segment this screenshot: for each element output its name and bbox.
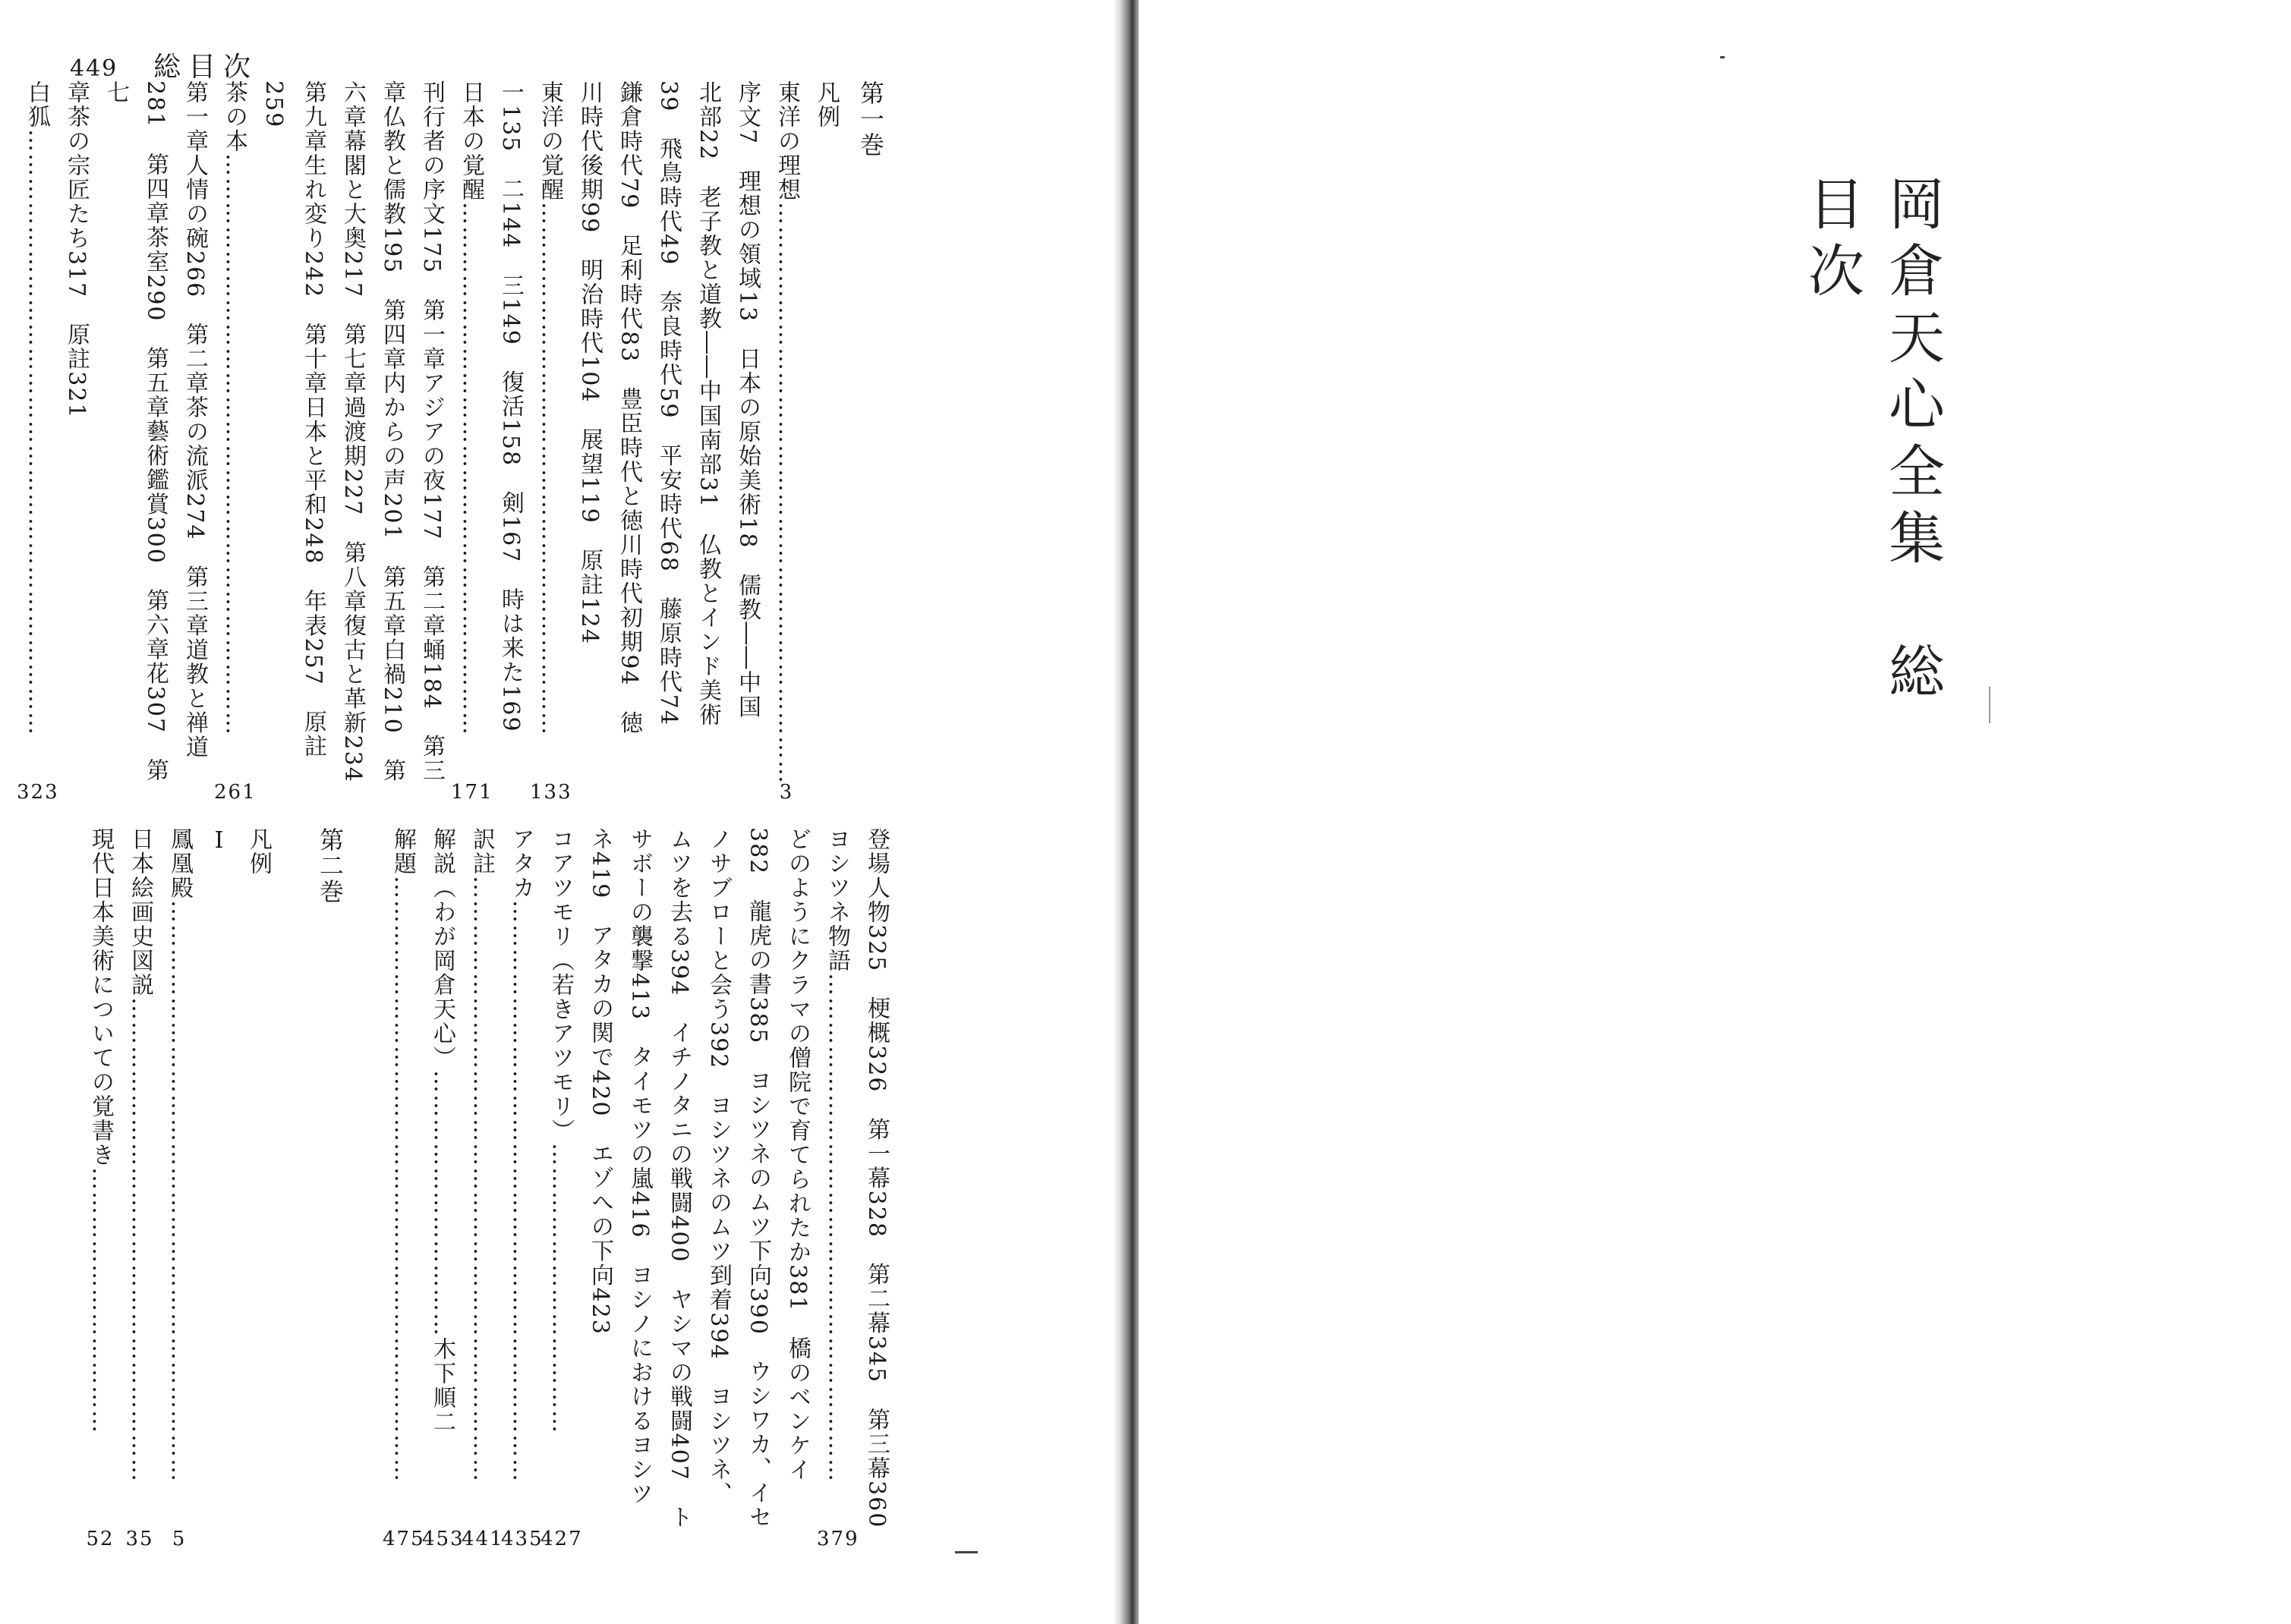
toc-sub-entry: 川時代後期99 明治時代104 展望119 原註124 <box>576 80 603 645</box>
toc-page-number: 379 <box>817 1528 859 1550</box>
paper-speck <box>1989 687 1990 723</box>
toc-entry-yoshitsune: ヨシツネ物語……………………………………………………… 379 <box>817 827 856 1533</box>
toc-sub-entry: 六章幕閣と大奥217 第七章過渡期227 第八章復古と革新234 <box>339 80 366 783</box>
toc-sub-entry: 第九章生れ変り242 第十章日本と平和248 年表257 原註259 <box>260 80 326 759</box>
running-header <box>70 46 258 84</box>
toc-page-number: 323 <box>17 781 59 804</box>
toc-entry-cha-no-hon: 茶の本……………………………………………………………… 261 <box>214 80 254 786</box>
toc-page-number: 35 <box>125 1528 154 1550</box>
toc-sub-entry: 章仏教と儒教195 第四章内からの声201 第五章白禍210 第 <box>379 80 405 783</box>
toc-sub-entry: 一135 二144 三149 復活158 剣167 時は来た169 <box>497 80 524 733</box>
page-number: 449 <box>70 55 118 82</box>
toc-sub-entry: サボーの襲撃413 タイモツの嵐416 ヨシノにおけるヨシツ <box>626 827 653 1506</box>
toc-sub-entry: 鎌倉時代79 足利時代83 豊臣時代と徳川時代初期94 徳 <box>616 80 642 735</box>
toc-page-number: 171 <box>451 781 493 804</box>
toc-entry-nihon-kaigashi: 日本絵画史図説…………………………………………………… 35 <box>120 827 159 1533</box>
left-page <box>0 0 1123 1624</box>
toc-sub-entry: 39 飛鳥時代49 奈良時代59 平安時代68 藤原時代74 <box>655 80 682 726</box>
toc-sub-entry: 章茶の宗匠たち317 原註321 <box>63 80 90 420</box>
vol1-toc-block <box>17 80 896 804</box>
toc-sub-entry: どのようにクラマの僧院で育てられたか381 橋のベンケイ <box>784 827 811 1483</box>
toc-page-number: 52 <box>86 1528 115 1550</box>
toc-entry-toyo-no-kakusei: 東洋の覚醒………………………………………………………… 133 <box>530 80 569 786</box>
toc-page-number: 427 <box>540 1528 583 1550</box>
vol1-cont-vol2-block <box>76 827 896 1550</box>
toc-sub-entry: ノサブローと会う392 ヨシツネのムツ到着394 ヨシツネ、 <box>705 827 732 1506</box>
toc-entry-ataka: アタカ……………………………………………………………… 435 <box>501 827 540 1533</box>
toc-sub-entry: 第一章人情の碗266 第二章茶の流派274 第三章道教と禅道 <box>181 80 208 760</box>
toc-page-number: 133 <box>530 781 572 804</box>
book-title <box>1792 175 1952 751</box>
toc-sub-entry: 登場人物325 梗概326 第一幕328 第二幕345 第三幕360 <box>863 827 890 1529</box>
paper-speck <box>1720 56 1725 58</box>
right-page <box>1139 0 2291 1624</box>
toc-section-marker: Ⅰ <box>206 827 232 855</box>
toc-sub-entry: 281 第四章茶室290 第五章藝術鑑賞300 第六章花307 第七 <box>102 80 169 783</box>
toc-page-number: 3 <box>779 781 794 804</box>
toc-entry-kaidai: 解題………………………………………………………………… 475 <box>383 827 422 1533</box>
toc-page-number: 261 <box>214 781 257 804</box>
column-spacer <box>278 827 305 1533</box>
toc-entry-yakuchu: 訳註………………………………………………………………… 441 <box>462 827 501 1533</box>
toc-entry-hoodo: 鳳凰殿……………………………………………………………… 5 <box>159 827 199 1533</box>
toc-sub-entry: 北部22 老子教と道教――中国南部31 仏教とインド美術 <box>695 80 721 728</box>
toc-sub-entry: 382 龍虎の書385 ヨシツネのムツ下向390 ウシワカ、イセ <box>745 827 771 1530</box>
toc-entry-nihon-no-kakusei: 日本の覚醒………………………………………………………… 171 <box>451 80 490 786</box>
toc-entry-gendai-bijutsu: 現代日本美術についての覚書き…………………………… 52 <box>80 827 120 1533</box>
toc-page-number: 435 <box>501 1528 544 1550</box>
vol2-heading: 第二巻 <box>316 827 345 905</box>
toc-sub-entry: ネ419 アタカの関で420 エゾへの下向423 <box>587 827 613 1336</box>
toc-page-number: 453 <box>422 1528 465 1550</box>
toc-entry-byakko: 白狐………………………………………………………………… 323 <box>17 80 56 786</box>
toc-entry-hanrei: 凡例 <box>813 80 840 129</box>
book-title-main: 岡倉天心全集 <box>1880 175 1945 575</box>
book-title-sub: 総目次 <box>1799 175 1945 709</box>
toc-entry-toyo-no-riso: 東洋の理想……………………………………………………………… 3 <box>767 80 806 786</box>
toc-entry-hanrei-2: 凡例 <box>245 827 272 876</box>
column-spacer <box>355 827 383 1533</box>
toc-page-number: 441 <box>462 1528 504 1550</box>
toc-entry-koatsumori: コアツモリ（若きアツモリ）……………………………… 427 <box>540 827 580 1533</box>
paper-speck <box>955 1551 978 1553</box>
toc-sub-entry: 序文7 理想の領域13 日本の原始美術18 儒教――中国 <box>734 80 761 719</box>
toc-sub-entry: ムツを去る394 イチノタニの戦闘400 ヤシマの戦闘407 ト <box>666 827 692 1530</box>
vol1-heading: 第一巻 <box>856 80 885 158</box>
toc-entry-kaisetsu: 解説（わが岡倉天心）……………………………木下順二 453 <box>422 827 462 1533</box>
running-title: 総目次 <box>153 52 259 83</box>
toc-page-number: 5 <box>172 1528 187 1550</box>
toc-page-number: 475 <box>383 1528 425 1550</box>
toc-sub-entry: 刊行者の序文175 第一章アジアの夜177 第二章蛹184 第三 <box>418 80 445 783</box>
